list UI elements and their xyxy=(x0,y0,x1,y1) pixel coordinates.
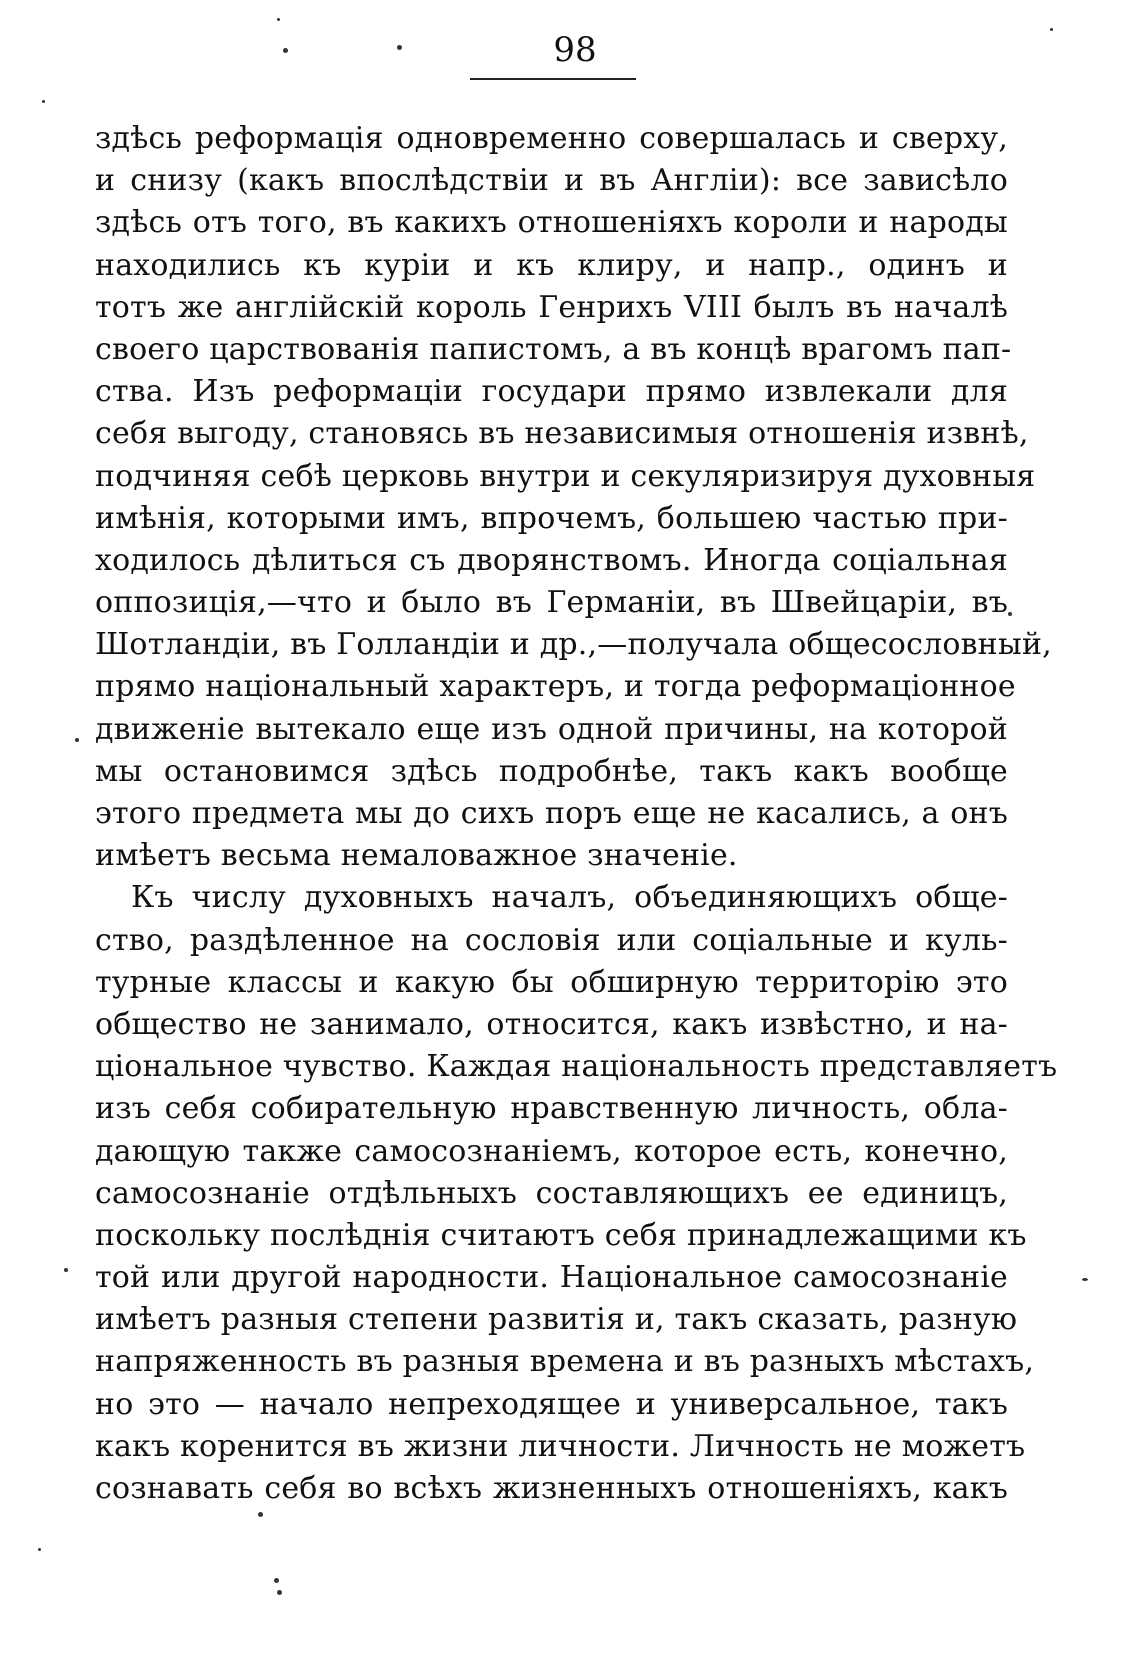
text-line: сознавать себя во всѣхъ жизненныхъ отношеніяхъ, какъ xyxy=(95,1471,1008,1506)
text-line: турные классы и какую бы обширную территорію это xyxy=(95,964,1008,1000)
text-line: имѣетъ разныя степени развитія и, такъ сказать, разную xyxy=(95,1302,1018,1338)
text-line: мы остановимся здѣсь подробнѣе, такъ какъ вообще xyxy=(95,753,1008,789)
text-line: имѣнія, которыми имъ, впрочемъ, большею частью при- xyxy=(95,500,1008,536)
scan-speck xyxy=(42,100,45,103)
text-line: себя выгоду, становясь въ независимыя отношенія извнѣ, xyxy=(95,416,1029,452)
text-line: какъ коренится въ жизни личности. Личность не можетъ xyxy=(95,1428,1026,1464)
text-line: своего царствованія папистомъ, а въ концѣ врагомъ пап- xyxy=(95,331,1012,367)
paragraph-2 xyxy=(95,877,1058,1510)
scan-speck xyxy=(38,1548,41,1551)
page-number: 98 xyxy=(553,30,597,70)
text-line: имѣетъ весьма немаловажное значеніе. xyxy=(95,838,738,874)
text-line: здѣсь реформація одновременно совершалась и сверху, xyxy=(95,121,1008,156)
text-line: ство, раздѣленное на сословія или соціальные и куль- xyxy=(95,922,1008,958)
header-rule xyxy=(470,78,636,80)
scan-speck xyxy=(274,1578,279,1583)
scan-speck xyxy=(277,18,280,21)
text-line: тотъ же англійскій король Генрихъ VIII былъ въ началѣ xyxy=(95,289,1008,325)
scan-speck xyxy=(397,45,402,50)
scan-speck xyxy=(64,1268,68,1272)
text-line: оппозиція,—что и было въ Германіи, въ Швейцаріи, въ xyxy=(95,585,1008,621)
scan-speck xyxy=(258,1512,263,1517)
text-line: той или другой народности. Національное самосознаніе xyxy=(95,1260,1008,1296)
scan-speck xyxy=(1008,612,1012,616)
text-line: ства. Изъ реформаціи государи прямо извлекали для xyxy=(95,374,1008,410)
text-line: и снизу (какъ впослѣдствіи и въ Англіи): все зависѣло xyxy=(95,163,1008,199)
text-line: общество не занимало, относится, какъ извѣстно, и на- xyxy=(95,1006,1008,1042)
body-text xyxy=(95,118,1058,1510)
paragraph-1 xyxy=(95,118,1052,877)
text-line: ціональное чувство. Каждая національность представляетъ xyxy=(95,1049,1058,1085)
scan-speck xyxy=(283,48,288,53)
text-line: ходилось дѣлиться съ дворянствомъ. Иногда соціальная xyxy=(95,542,1008,578)
scan-speck xyxy=(1082,1278,1088,1281)
text-line: здѣсь отъ того, въ какихъ отношеніяхъ короли и народы xyxy=(95,205,1008,241)
scan-speck xyxy=(277,1590,282,1595)
text-line: находились къ куріи и къ клиру, и напр., одинъ и xyxy=(95,247,1008,283)
page-header xyxy=(0,30,1140,70)
scan-speck xyxy=(1050,28,1053,31)
text-line: Шотландіи, въ Голландіи и др.,—получала общесословный, xyxy=(95,627,1052,663)
text-line: этого предмета мы до сихъ поръ еще не касались, а онъ xyxy=(95,796,1008,831)
text-line: самосознаніе отдѣльныхъ составляющихъ ее единицъ, xyxy=(95,1175,1008,1211)
text-line: подчиняя себѣ церковь внутри и секуляризируя духовныя xyxy=(95,458,1036,494)
text-line: дающую также самосознаніемъ, которое есть, конечно, xyxy=(95,1133,1008,1169)
text-line: изъ себя собирательную нравственную личность, обла- xyxy=(95,1091,1008,1127)
text-line: напряженность въ разныя времена и въ разныхъ мѣстахъ, xyxy=(95,1344,1035,1380)
text-line: поскольку послѣднія считаютъ себя принадлежащими къ xyxy=(95,1217,1027,1253)
text-line: но это — начало непреходящее и универсальное, такъ xyxy=(95,1386,1008,1422)
scan-speck xyxy=(75,738,79,742)
text-line: движеніе вытекало еще изъ одной причины, на которой xyxy=(95,711,1008,747)
text-line: прямо національный характеръ, и тогда реформаціонное xyxy=(95,669,1016,705)
text-line: Къ числу духовныхъ началъ, объединяющихъ обще- xyxy=(131,880,1008,916)
